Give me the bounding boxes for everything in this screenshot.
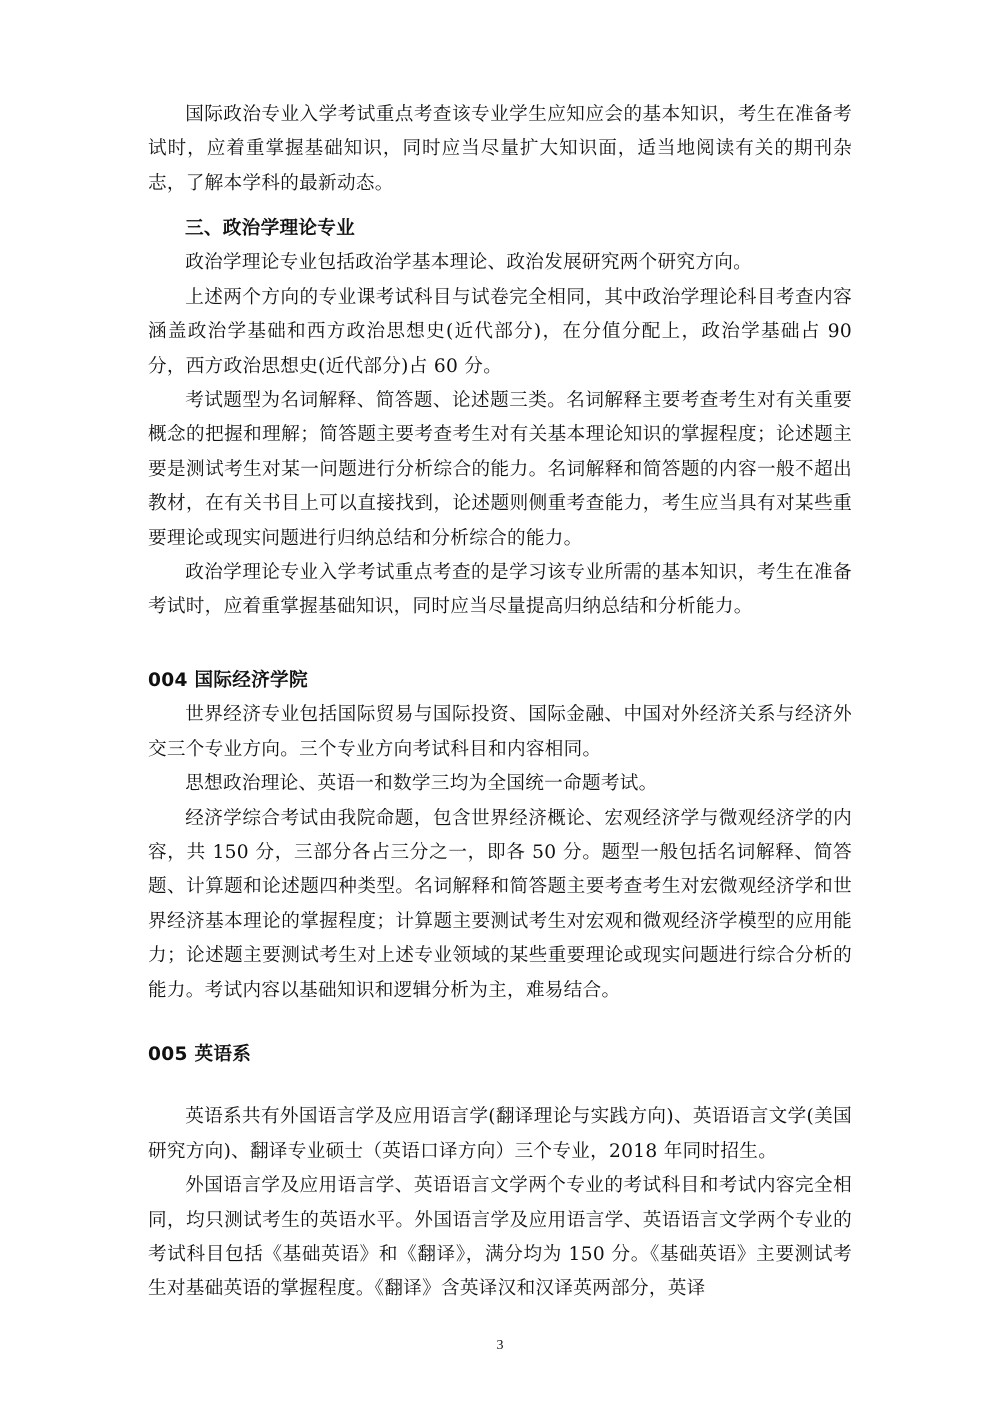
section-heading: 三、政治学理论专业 xyxy=(185,218,356,239)
paragraph: 世界经济专业包括国际贸易与国际投资、国际金融、中国对外经济关系与经济外交三个专业方向。三个专业方向考试科目和内容相同。 xyxy=(148,704,852,760)
paragraph: 政治学理论专业包括政治学基本理论、政治发展研究两个研究方向。 xyxy=(185,252,753,274)
paragraph: 外国语言学及应用语言学、英语语言文学两个专业的考试科目和考试内容完全相同，均只测试考生的英语水平。外国语言学及应用语言学、英语语言文学两个专业的考试科目包括《基础英语》和《翻译》，满分均为 150 分。《基础英语》主要测试考生对基础英语的掌握程度。《翻译》含英译汉和汉译英两部分，英译 xyxy=(148,1175,852,1300)
page-number: 3 xyxy=(496,1338,504,1353)
section-intl-politics-tail xyxy=(148,98,852,201)
paragraph: 思想政治理论、英语一和数学三均为全国统一命题考试。 xyxy=(185,773,658,795)
paragraph: 上述两个方向的专业课考试科目与试卷完全相同，其中政治学理论科目考查内容涵盖政治学基础和西方政治思想史(近代部分)，在分值分配上，政治学基础占 90 分，西方政治思想史(近代部分)占 60 分。 xyxy=(148,286,852,377)
section-heading: 004 国际经济学院 xyxy=(148,670,308,691)
section-political-theory xyxy=(148,212,852,625)
paragraph: 国际政治专业入学考试重点考查该专业学生应知应会的基本知识，考生在准备考试时，应着重掌握基础知识，同时应当尽量扩大知识面，适当地阅读有关的期刊杂志，了解本学科的最新动态。 xyxy=(148,104,852,194)
section-heading: 005 英语系 xyxy=(148,1044,252,1065)
section-english-dept xyxy=(148,1038,852,1307)
paragraph: 考试题型为名词解释、简答题、论述题三类。名词解释主要考查考生对有关重要概念的把握和理解；简答题主要考查考生对有关基本理论知识的掌握程度；论述题主要是测试考生对某一问题进行分析综合的能力。名词解释和简答题的内容一般不超出教材，在有关书目上可以直接找到，论述题则侧重考查能力，考生应当具有对某些重要理论或现实问题进行归纳总结和分析综合的能力。 xyxy=(148,390,852,549)
paragraph: 英语系共有外国语言学及应用语言学(翻译理论与实践方向)、英语语言文学(美国研究方向)、翻译专业硕士（英语口译方向）三个专业，2018 年同时招生。 xyxy=(148,1106,852,1162)
paragraph: 政治学理论专业入学考试重点考查的是学习该专业所需的基本知识，考生在准备考试时，应着重掌握基础知识，同时应当尽量提高归纳总结和分析能力。 xyxy=(148,562,852,618)
section-intl-economics xyxy=(148,664,852,1008)
paragraph: 经济学综合考试由我院命题，包含世界经济概论、宏观经济学与微观经济学的内容，共 150 分，三部分各占三分之一，即各 50 分。题型一般包括名词解释、简答题、计算题和论述题四种类型。名词解释和简答题主要考查考生对宏微观经济学和世界经济基本理论的掌握程度；计算题主要测试考生对宏观和微观经济学模型的应用能力；论述题主要测试考生对上述专业领域的某些重要理论或现实问题进行综合分析的能力。考试内容以基础知识和逻辑分析为主，难易结合。 xyxy=(148,807,852,1001)
